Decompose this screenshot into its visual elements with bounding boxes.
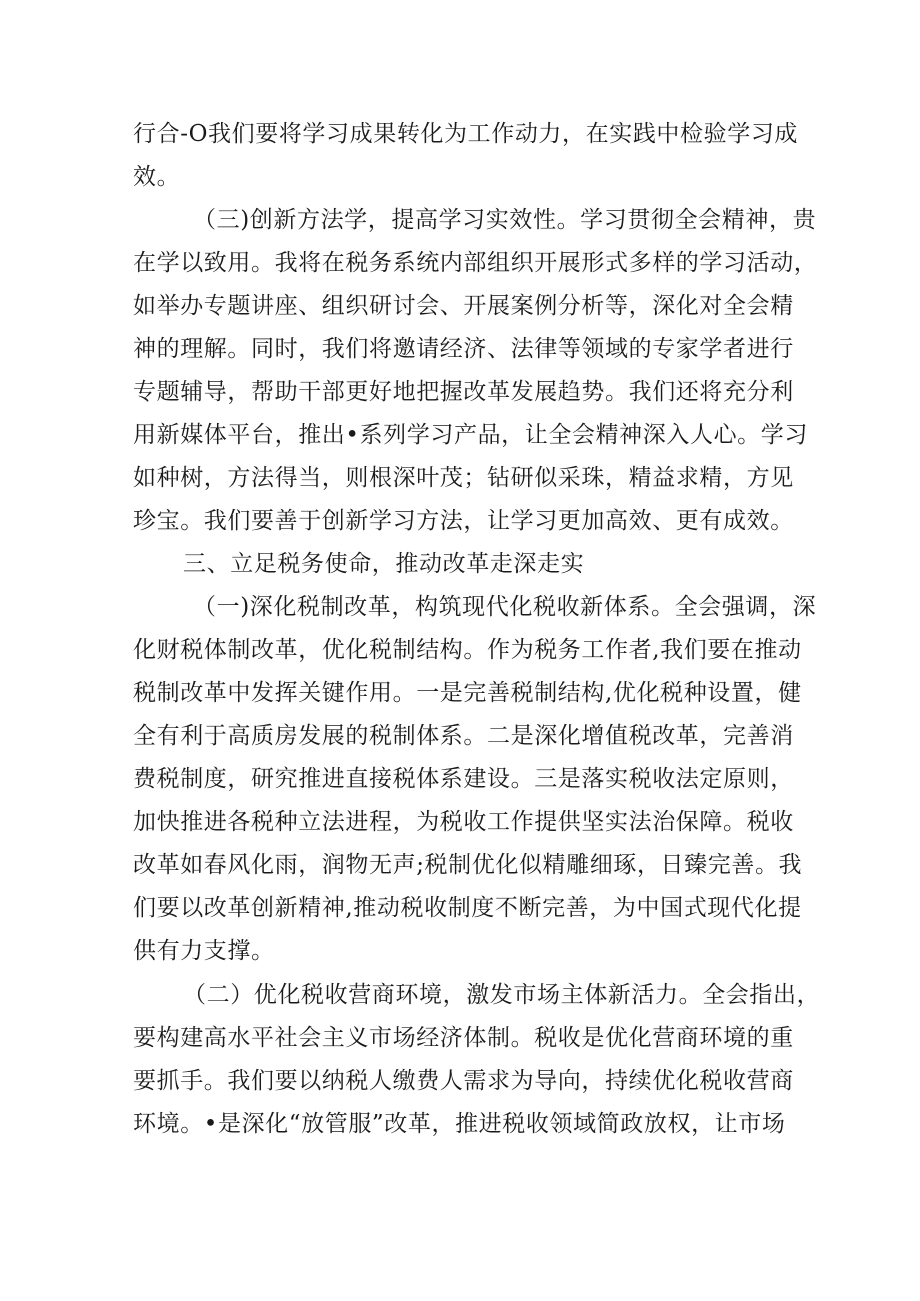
text-line: 加快推进各税种立法进程，为税收工作提供坚实法治保障。税收: [133, 809, 794, 835]
text-line: 税制改革中发挥关键作用。一是完善税制结构,优化税种设置，健: [133, 680, 802, 706]
text-line: 全有利于高质房发展的税制体系。二是深化增值税改革，完善消: [133, 723, 794, 749]
text-line: 供有力支撑。: [133, 938, 275, 964]
text-line: 改革如春风化雨，润物无声;税制优化似精雕细琢，日臻完善。我: [133, 852, 803, 878]
text-line: 神的理解。同时，我们将邀请经济、法律等领域的专家学者进行: [133, 336, 794, 362]
text-line: 要构建高水平社会主义市场经济体制。税收是优化营商环境的重: [133, 1025, 794, 1051]
text-line: 要抓手。我们要以纳税人缴费人需求为导向，持续优化税收营商: [133, 1068, 794, 1094]
text-line: 专题辅导，帮助干部更好地把握改革发展趋势。我们还将充分利: [133, 379, 794, 405]
paragraph-start-line: （三)创新方法学，提高学习实效性。学习贯彻全会精神，贵: [193, 207, 817, 233]
text-line: 们要以改革创新精神,推动税收制度不断完善，为中国式现代化提: [133, 895, 802, 921]
paragraph-start-line: （二）优化税收营商环境，激发市场主体新活力。全会指出，: [183, 982, 821, 1008]
text-line: 效。: [133, 164, 181, 190]
text-line: 行合-O我们要将学习成果转化为工作动力，在实践中检验学习成: [133, 121, 799, 147]
text-line: 化财税体制改革，优化税制结构。作为税务工作者,我们要在推动: [133, 637, 802, 663]
text-line: 珍宝。我们要善于创新学习方法，让学习更加高效、更有成效。: [133, 508, 794, 534]
text-line: 环境。•是深化“放管服”改革，推进税收领域简政放权，让市场: [133, 1111, 786, 1137]
text-line: 用新媒体平台，推出•系列学习产品，让全会精神深入人心。学习: [133, 422, 808, 448]
paragraph-start-line: （一)深化税制改革，构筑现代化税收新体系。全会强调，深: [193, 594, 817, 620]
text-line: 费税制度，研究推进直接税体系建设。三是落实税收法定原则，: [133, 766, 794, 792]
section-heading: 三、立足税务使命，推动改革走深走实: [183, 551, 585, 577]
text-line: 在学以致用。我将在税务系统内部组织开展形式多样的学习活动，: [133, 250, 818, 276]
text-line: 如举办专题讲座、组织研讨会、开展案例分析等，深化对全会精: [133, 293, 794, 319]
text-line: 如种树，方法得当，则根深叶茂；钻研似采珠，精益求精，方见: [133, 465, 794, 491]
